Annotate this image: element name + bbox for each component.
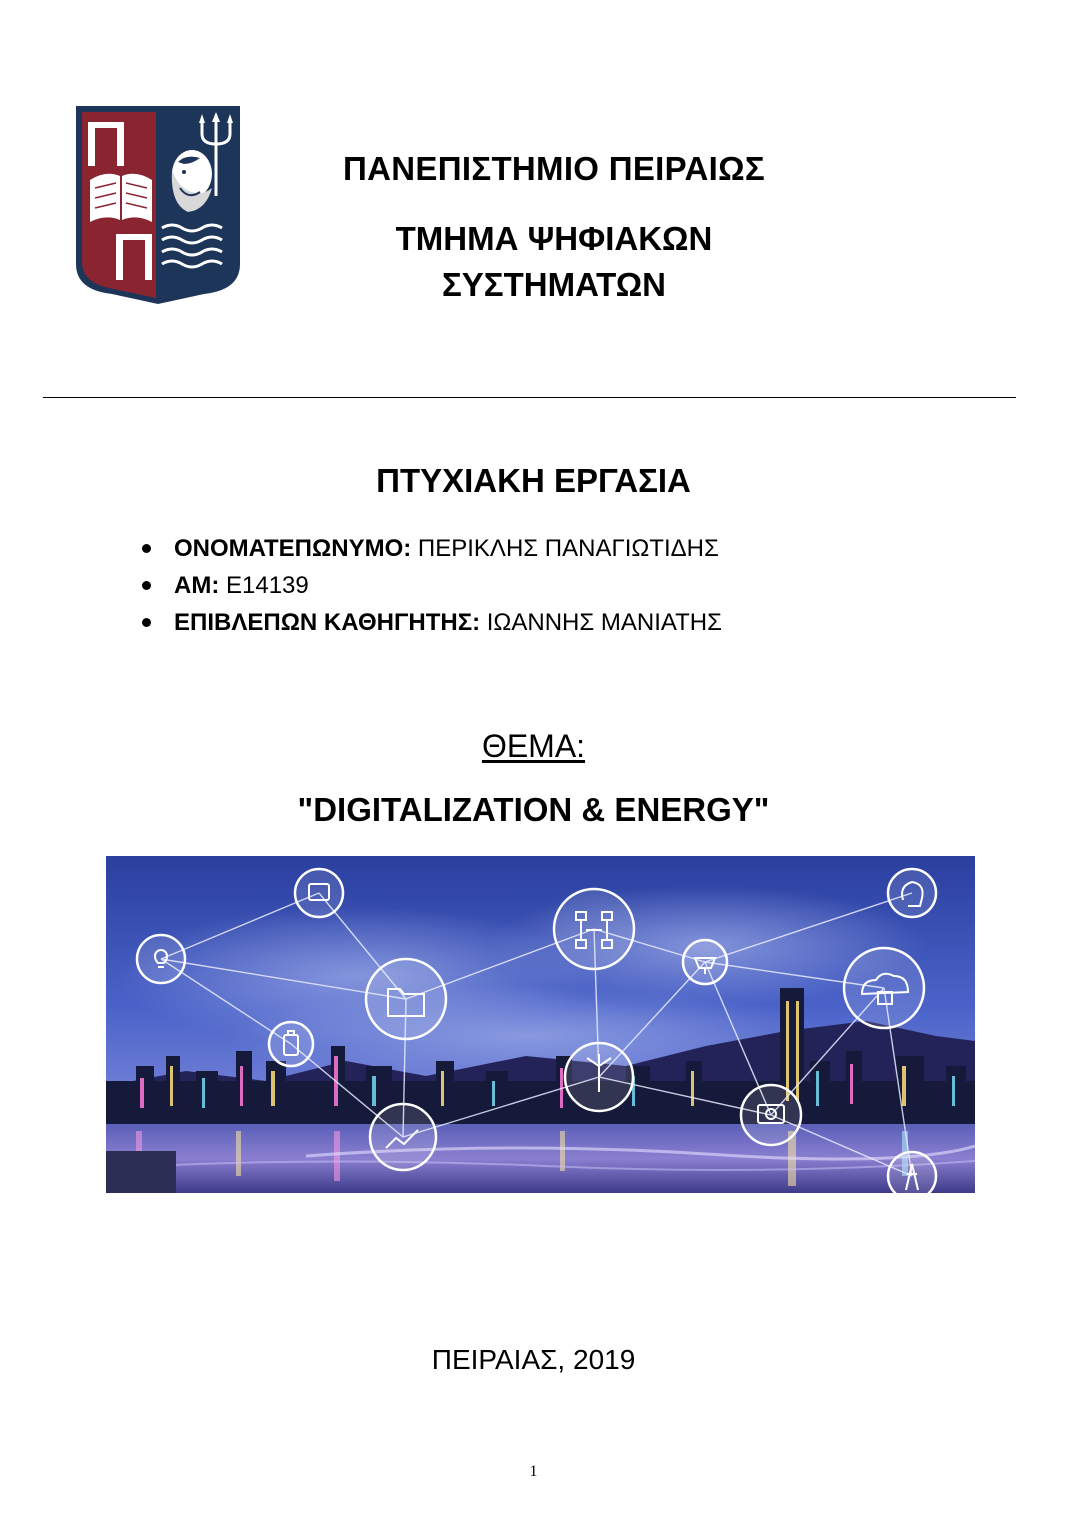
info-label: ΑΜ: bbox=[174, 572, 220, 599]
bullet-icon bbox=[142, 544, 151, 553]
info-value: Ε14139 bbox=[226, 572, 309, 599]
topic-title: "DIGITALIZATION & ENERGY" bbox=[297, 791, 770, 828]
gear-monitor-icon bbox=[741, 1085, 801, 1145]
head-bulb-icon bbox=[888, 869, 936, 917]
digital-energy-banner-image bbox=[106, 856, 975, 1193]
chart-icon bbox=[370, 1104, 436, 1170]
cloud-lock-icon bbox=[844, 948, 924, 1028]
lightbulb-icon bbox=[137, 935, 185, 983]
department-name bbox=[220, 216, 888, 308]
bullet-icon bbox=[142, 618, 151, 627]
folder-icon bbox=[366, 959, 446, 1039]
info-label: ΕΠΙΒΛΕΠΩΝ ΚΑΘΗΓΗΤΗΣ: bbox=[174, 609, 481, 636]
department-line-1: ΤΜΗΜΑ ΨΗΦΙΑΚΩΝ bbox=[395, 220, 713, 257]
power-tower-icon bbox=[888, 1152, 936, 1193]
info-item-supervisor bbox=[140, 604, 722, 641]
info-item-student-id bbox=[140, 567, 722, 604]
university-name: ΠΑΝΕΠΙΣΤΗΜΙΟ ΠΕΙΡΑΙΩΣ bbox=[343, 150, 765, 187]
info-item-name bbox=[140, 530, 722, 567]
thesis-info-list bbox=[140, 530, 722, 641]
bullet-icon bbox=[142, 581, 151, 590]
place-and-year: ΠΕΙΡΑΙΑΣ, 2019 bbox=[431, 1344, 636, 1375]
info-label: ΟΝΟΜΑΤΕΠΩΝΥΜΟ: bbox=[174, 535, 412, 562]
topic-label: ΘΕΜΑ: bbox=[481, 728, 586, 764]
info-value: ΠΕΡΙΚΛΗΣ ΠΑΝΑΓΙΩΤΙΔΗΣ bbox=[417, 535, 719, 562]
tablet-icon bbox=[295, 869, 343, 917]
thesis-title: ΠΤΥΧΙΑΚΗ ΕΡΓΑΣΙΑ bbox=[376, 462, 691, 499]
solar-panel-icon bbox=[683, 940, 727, 984]
info-value: ΙΩΑΝΝΗΣ ΜΑΝΙΑΤΗΣ bbox=[486, 609, 722, 636]
university-crest-logo bbox=[74, 104, 242, 306]
page-number: 1 bbox=[529, 1463, 538, 1480]
battery-icon bbox=[269, 1022, 313, 1066]
department-line-2: ΣΥΣΤΗΜΑΤΩΝ bbox=[441, 266, 667, 303]
horizontal-divider bbox=[43, 397, 1016, 398]
